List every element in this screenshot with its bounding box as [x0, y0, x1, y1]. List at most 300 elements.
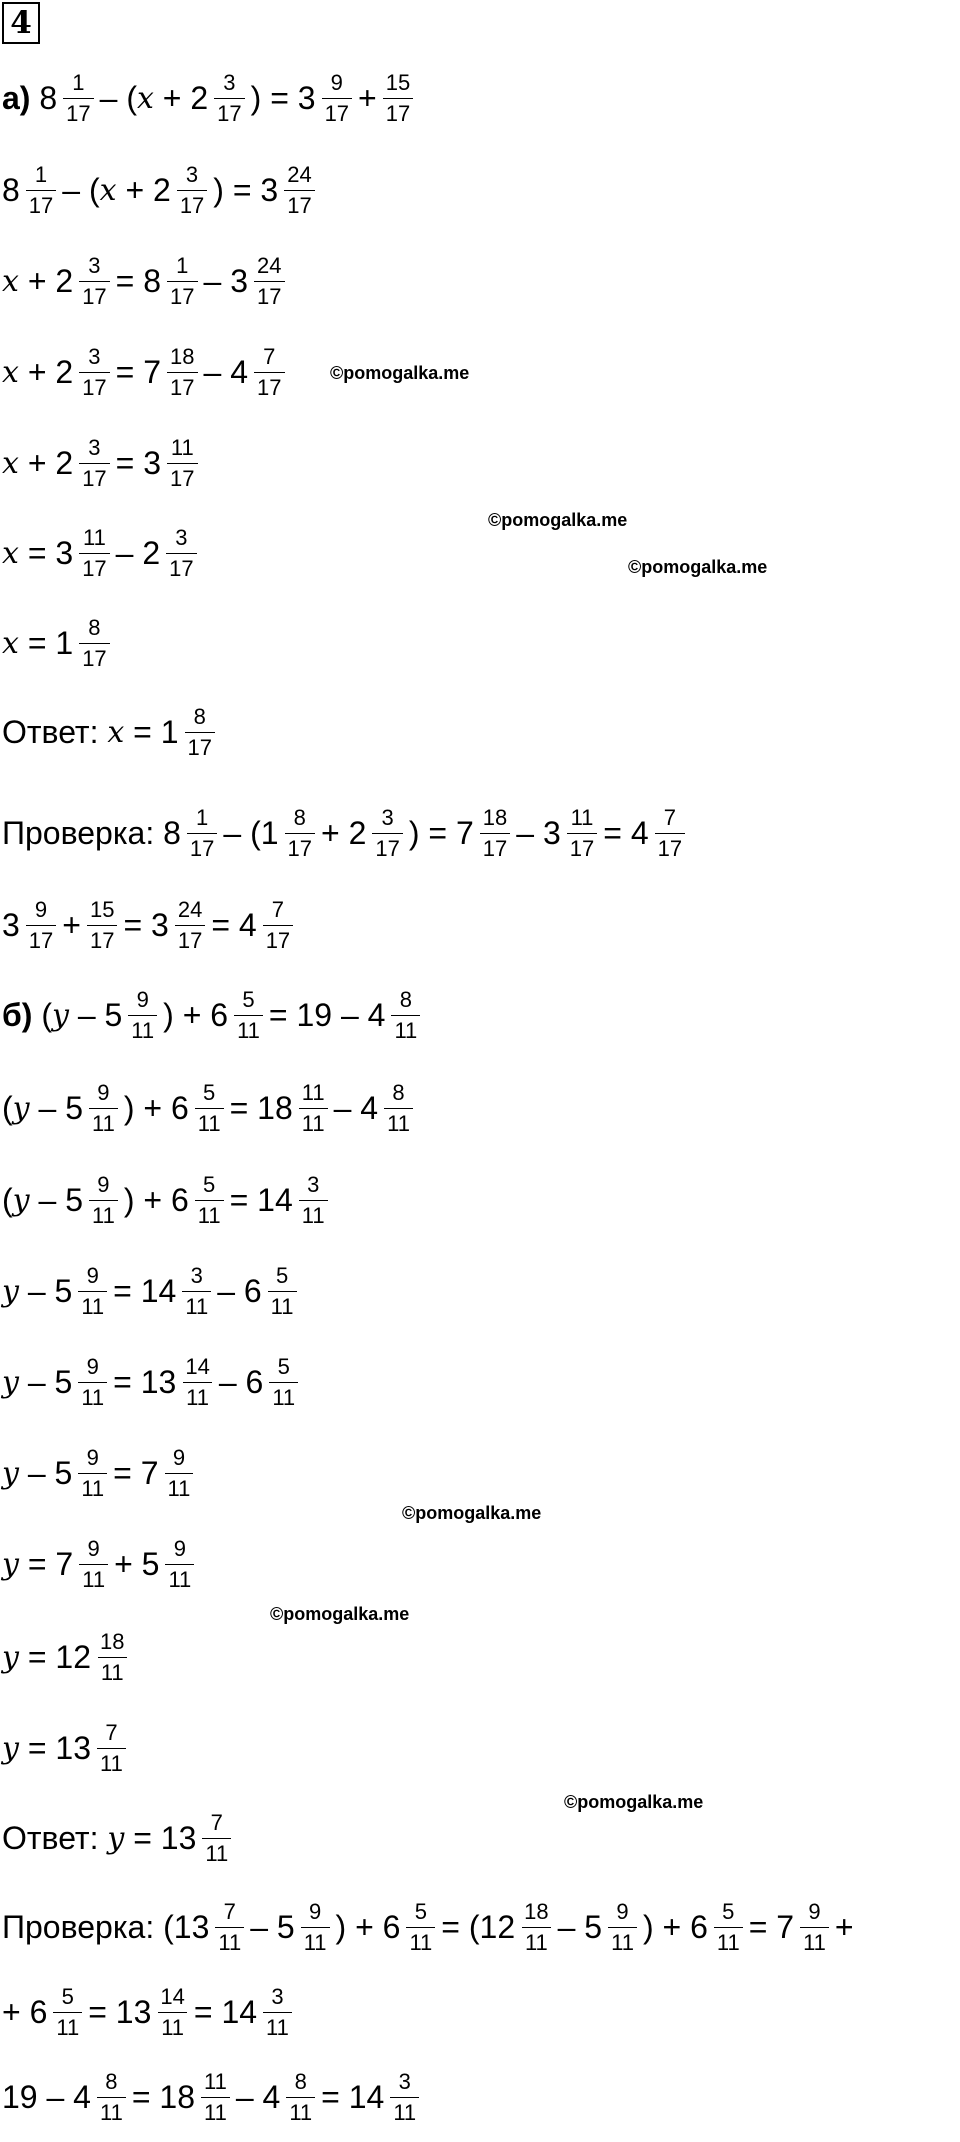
numerator: 11 — [170, 434, 194, 460]
fraction — [182, 1353, 212, 1410]
denominator: 11 — [89, 1200, 118, 1227]
expression-text: – (1 — [223, 814, 279, 851]
equation-line — [2, 1882, 854, 1972]
expression-text: + 2 — [116, 171, 171, 208]
fraction — [79, 524, 109, 581]
numerator: 1 — [176, 252, 189, 278]
denominator: 17 — [79, 553, 109, 580]
numerator: 3 — [88, 434, 101, 460]
fraction — [284, 161, 314, 218]
numerator: 14 — [185, 1353, 210, 1379]
variable: x — [99, 172, 117, 208]
expression-text: = 18 — [229, 1089, 293, 1126]
denominator: 11 — [195, 1108, 224, 1135]
denominator: 11 — [390, 2097, 419, 2124]
fraction — [215, 1898, 244, 1955]
expression-text: = 4 — [211, 906, 257, 943]
watermark: ©pomogalka.me — [402, 1503, 542, 1523]
denominator: 17 — [480, 833, 510, 860]
denominator: 17 — [63, 98, 93, 125]
fraction — [79, 343, 109, 400]
expression-text: ) + 6 — [123, 1089, 189, 1126]
expression-text: + 5 — [114, 1545, 160, 1582]
numerator: 9 — [97, 1079, 110, 1105]
expression-text: – ( — [62, 171, 100, 208]
denominator: 17 — [167, 463, 197, 490]
expression-text: ) + 6 — [163, 996, 229, 1033]
fraction — [79, 1535, 108, 1592]
denominator: 11 — [165, 1564, 194, 1591]
expression-text: – 5 — [29, 1181, 83, 1218]
denominator: 17 — [166, 553, 196, 580]
denominator: 11 — [268, 1291, 297, 1318]
denominator: 17 — [79, 281, 109, 308]
equation-line — [2, 970, 426, 1060]
numerator: 9 — [34, 896, 48, 922]
expression-text: ) + 6 — [123, 1181, 189, 1218]
numerator: 5 — [242, 986, 255, 1012]
numerator: 5 — [722, 1898, 735, 1924]
expression-text: – 5 — [29, 1089, 83, 1126]
fraction — [254, 343, 284, 400]
denominator: 11 — [182, 1291, 211, 1318]
expression-text: + — [834, 1908, 854, 1945]
fraction — [177, 161, 207, 218]
denominator: 11 — [299, 1108, 328, 1135]
denominator: 11 — [201, 2097, 230, 2124]
expression-text: ) + 6 — [642, 1908, 708, 1945]
numerator: 9 — [87, 1535, 100, 1561]
expression-text: ( — [41, 996, 52, 1033]
equation-line — [2, 1428, 199, 1518]
denominator: 11 — [800, 1927, 829, 1954]
fraction — [78, 1262, 107, 1319]
fraction — [390, 2068, 419, 2125]
numerator: 18 — [524, 1898, 549, 1924]
numerator: 3 — [271, 1983, 284, 2009]
denominator: 11 — [158, 2012, 187, 2039]
fraction — [391, 986, 420, 1043]
expression-text: = 7 — [18, 1545, 74, 1582]
numerator: 9 — [616, 1898, 629, 1924]
fraction — [63, 69, 93, 126]
fraction — [285, 804, 315, 861]
numerator: 5 — [61, 1983, 74, 2009]
fraction — [714, 1898, 743, 1955]
equation-line — [2, 1519, 200, 1609]
fraction — [201, 2068, 230, 2125]
denominator: 17 — [254, 372, 284, 399]
expression-text: + 2 — [321, 814, 367, 851]
numerator: 15 — [89, 896, 115, 922]
fraction — [406, 1898, 435, 1955]
numerator: 11 — [203, 2068, 227, 2094]
fraction — [608, 1898, 637, 1955]
denominator: 17 — [372, 833, 402, 860]
expression-text: = 7 — [748, 1908, 795, 1945]
fraction — [214, 69, 244, 126]
watermark: ©pomogalka.me — [270, 1604, 410, 1624]
fraction — [521, 1898, 551, 1955]
expression-text: + — [62, 906, 81, 943]
expression-text: = 1 — [18, 624, 74, 661]
numerator: 9 — [86, 1444, 99, 1470]
expression-text: = 3 — [115, 444, 162, 481]
watermark: ©pomogalka.me — [488, 510, 628, 530]
denominator: 11 — [183, 1382, 212, 1409]
expression-text: 3 — [2, 906, 20, 943]
equation-line — [2, 1063, 419, 1153]
denominator: 17 — [322, 98, 352, 125]
expression-text: + 2 — [153, 79, 209, 116]
denominator: 17 — [87, 925, 117, 952]
fraction — [384, 1079, 413, 1136]
expression-text: – 5 — [18, 1272, 73, 1309]
variable: y — [12, 1182, 30, 1218]
numerator: 9 — [97, 1171, 110, 1197]
fraction — [128, 986, 157, 1043]
numerator: 18 — [170, 343, 195, 369]
fraction — [655, 804, 685, 861]
expression-text: Ответ: — [2, 1819, 108, 1856]
variable: y — [51, 997, 69, 1033]
numerator: 3 — [223, 69, 236, 95]
fraction — [195, 1079, 224, 1136]
expression-text: = 14 — [193, 1993, 258, 2030]
expression-text: = 18 — [131, 2078, 195, 2115]
numerator: 24 — [257, 252, 282, 278]
fraction — [263, 896, 293, 953]
denominator: 11 — [165, 1473, 194, 1500]
fraction — [87, 896, 117, 953]
expression-text: – 5 — [18, 1454, 73, 1491]
expression-text: = 8 — [115, 262, 162, 299]
numerator: 3 — [307, 1171, 320, 1197]
fraction — [26, 896, 56, 953]
numerator: 15 — [385, 69, 411, 95]
equation-line — [2, 788, 691, 878]
expression-text: = 3 — [123, 906, 169, 943]
fraction — [167, 343, 197, 400]
numerator: 11 — [83, 524, 106, 550]
expression-text: 8 — [2, 171, 20, 208]
variable: x — [2, 445, 19, 481]
denominator: 11 — [128, 1015, 157, 1042]
numerator: 8 — [88, 614, 101, 640]
variable: y — [107, 1820, 125, 1856]
fraction — [195, 1171, 224, 1228]
expression-text: = (12 — [441, 1908, 516, 1945]
expression-text: ) = 3 — [213, 171, 279, 208]
denominator: 17 — [383, 98, 413, 125]
numerator: 3 — [398, 2068, 411, 2094]
variable: y — [2, 1273, 19, 1309]
numerator: 9 — [808, 1898, 821, 1924]
expression-text: = 1 — [124, 713, 179, 750]
equation-line — [2, 1793, 237, 1883]
variable: x — [2, 535, 19, 571]
expression-text: – 5 — [68, 996, 123, 1033]
denominator: 11 — [391, 1015, 420, 1042]
expression-text: + 2 — [18, 444, 74, 481]
numerator: 1 — [196, 804, 209, 830]
fraction — [166, 524, 196, 581]
denominator: 11 — [522, 1927, 551, 1954]
watermark: ©pomogalka.me — [564, 1792, 704, 1812]
numerator: 9 — [136, 986, 149, 1012]
numerator: 8 — [193, 703, 206, 729]
numerator: 7 — [210, 1809, 223, 1835]
variable: y — [12, 1090, 30, 1126]
expression-text: + 2 — [18, 353, 74, 390]
expression-text: – 5 — [557, 1908, 603, 1945]
denominator: 17 — [254, 281, 284, 308]
expression-text: ( — [2, 1089, 13, 1126]
denominator: 11 — [202, 1838, 231, 1865]
fraction — [165, 1444, 194, 1501]
numerator: 9 — [86, 1353, 99, 1379]
expression-text: = 14 — [113, 1272, 177, 1309]
denominator: 11 — [89, 1108, 118, 1135]
denominator: 11 — [299, 1200, 328, 1227]
numerator: 8 — [399, 986, 412, 1012]
expression-text: = 7 — [113, 1454, 159, 1491]
equation-line — [2, 53, 419, 143]
denominator: 17 — [567, 833, 597, 860]
fraction — [167, 252, 197, 309]
fraction — [263, 1983, 292, 2040]
fraction — [269, 1353, 298, 1410]
expression-text: – 5 — [250, 1908, 295, 1945]
fraction — [202, 1809, 231, 1866]
denominator: 11 — [384, 1108, 413, 1135]
equation-line — [2, 418, 204, 508]
numerator: 11 — [301, 1079, 325, 1105]
variable: x — [2, 354, 19, 390]
variable: y — [2, 1455, 19, 1491]
equation-line — [2, 1155, 334, 1245]
fraction — [26, 161, 56, 218]
denominator: 17 — [187, 833, 217, 860]
equation-line — [2, 598, 116, 688]
numerator: 5 — [275, 1262, 289, 1288]
numerator: 11 — [570, 804, 594, 830]
variable: x — [136, 80, 154, 116]
numerator: 3 — [185, 161, 199, 187]
numerator: 18 — [482, 804, 508, 830]
denominator: 11 — [234, 1015, 263, 1042]
fraction — [79, 614, 109, 671]
expression-text: ) = 3 — [250, 79, 316, 116]
denominator: 17 — [285, 833, 315, 860]
expression-text: ) + 6 — [335, 1908, 401, 1945]
fraction — [254, 252, 284, 309]
denominator: 11 — [78, 1382, 107, 1409]
equation-line — [2, 1612, 134, 1702]
denominator: 11 — [53, 2012, 82, 2039]
denominator: 11 — [286, 2097, 315, 2124]
watermark: ©pomogalka.me — [628, 557, 768, 577]
expression-text: + 6 — [2, 1993, 48, 2030]
fraction — [97, 1719, 126, 1776]
variable: x — [107, 714, 125, 750]
fraction — [480, 804, 510, 861]
variable: y — [2, 1364, 19, 1400]
numerator: 9 — [86, 1262, 99, 1288]
denominator: 11 — [78, 1291, 107, 1318]
denominator: 11 — [79, 1564, 108, 1591]
denominator: 17 — [214, 98, 244, 125]
denominator: 17 — [167, 281, 197, 308]
equation-line — [2, 327, 291, 417]
numerator: 7 — [223, 1898, 236, 1924]
numerator: 5 — [414, 1898, 427, 1924]
fraction — [383, 69, 413, 126]
expression-text: = 13 — [113, 1363, 177, 1400]
numerator: 8 — [293, 804, 306, 830]
denominator: 11 — [78, 1473, 107, 1500]
fraction — [78, 1444, 107, 1501]
expression-text: Проверка: 8 — [2, 814, 181, 851]
expression-text: – 2 — [115, 534, 161, 571]
fraction — [157, 1983, 187, 2040]
expression-text: = 19 – 4 — [268, 996, 386, 1033]
numerator: 5 — [277, 1353, 290, 1379]
numerator: 1 — [72, 69, 85, 95]
expression-text: = 7 — [115, 353, 162, 390]
numerator: 1 — [34, 161, 48, 187]
denominator: 11 — [263, 2012, 292, 2039]
denominator: 11 — [608, 1927, 637, 1954]
expression-text: – 3 — [203, 262, 249, 299]
fraction — [97, 1628, 127, 1685]
numerator: 14 — [160, 1983, 185, 2009]
fraction — [175, 896, 205, 953]
fraction — [97, 2068, 126, 2125]
fraction — [372, 804, 402, 861]
denominator: 11 — [98, 1657, 127, 1684]
denominator: 17 — [26, 190, 56, 217]
numerator: 7 — [271, 896, 285, 922]
expression-text: = 13 — [124, 1819, 197, 1856]
numerator: 3 — [88, 343, 101, 369]
numerator: 3 — [88, 252, 101, 278]
equation-line — [2, 2052, 425, 2142]
numerator: 7 — [663, 804, 676, 830]
denominator: 17 — [185, 732, 215, 759]
denominator: 11 — [215, 1927, 244, 1954]
problem-number-badge: 4 — [2, 2, 40, 44]
expression-text: Ответ: — [2, 713, 108, 750]
numerator: 9 — [172, 1444, 186, 1470]
numerator: 3 — [175, 524, 188, 550]
equation-line — [2, 145, 321, 235]
fraction — [299, 1171, 328, 1228]
fraction — [53, 1983, 82, 2040]
numerator: 9 — [173, 1535, 186, 1561]
expression-text: – ( — [99, 79, 137, 116]
numerator: 3 — [190, 1262, 203, 1288]
expression-text: Проверка: (13 — [2, 1908, 210, 1945]
numerator: 3 — [381, 804, 394, 830]
denominator: 11 — [97, 1748, 126, 1775]
equation-line — [2, 687, 221, 777]
equation-line — [2, 1337, 304, 1427]
denominator: 11 — [269, 1382, 298, 1409]
denominator: 11 — [97, 2097, 126, 2124]
fraction — [185, 703, 215, 760]
expression-text: 19 – 4 — [2, 2078, 91, 2115]
denominator: 11 — [195, 1200, 224, 1227]
equation-line — [2, 1703, 132, 1793]
expression-text: + 2 — [18, 262, 74, 299]
expression-text: – 4 — [333, 1089, 379, 1126]
variable: y — [2, 1730, 19, 1766]
denominator: 17 — [175, 925, 205, 952]
fraction — [89, 1171, 118, 1228]
fraction — [322, 69, 352, 126]
numerator: 9 — [308, 1898, 322, 1924]
numerator: 9 — [330, 69, 343, 95]
equation-line — [2, 236, 291, 326]
equation-line — [2, 1967, 298, 2057]
expression-text: ( — [2, 1181, 13, 1218]
numerator: 24 — [287, 161, 312, 187]
variable: y — [2, 1639, 19, 1675]
numerator: 24 — [177, 896, 203, 922]
fraction — [234, 986, 263, 1043]
fraction — [79, 434, 109, 491]
expression-text: + — [358, 79, 377, 116]
numerator: 8 — [294, 2068, 307, 2094]
expression-text: = 13 — [18, 1729, 92, 1766]
denominator: 17 — [79, 372, 109, 399]
expression-text: = 3 — [18, 534, 74, 571]
denominator: 11 — [406, 1927, 435, 1954]
fraction — [286, 2068, 315, 2125]
denominator: 17 — [167, 372, 197, 399]
expression-text: – 6 — [218, 1363, 264, 1400]
expression-text: = 14 — [321, 2078, 385, 2115]
numerator: 8 — [105, 2068, 118, 2094]
fraction — [182, 1262, 211, 1319]
fraction — [167, 434, 197, 491]
denominator: 11 — [714, 1927, 743, 1954]
expression-text: – 4 — [235, 2078, 281, 2115]
expression-text: – 6 — [217, 1272, 262, 1309]
denominator: 17 — [284, 190, 314, 217]
numerator: 5 — [203, 1171, 216, 1197]
variable: y — [2, 1546, 19, 1582]
fraction — [567, 804, 597, 861]
fraction — [800, 1898, 829, 1955]
fraction — [89, 1079, 118, 1136]
watermark: ©pomogalka.me — [330, 363, 470, 383]
fraction — [187, 804, 217, 861]
expression-text: ) = 7 — [408, 814, 474, 851]
variable: x — [2, 625, 19, 661]
denominator: 17 — [263, 925, 293, 952]
variable: x — [2, 263, 19, 299]
numerator: 8 — [392, 1079, 405, 1105]
expression-text: – 4 — [203, 353, 249, 390]
numerator: 7 — [105, 1719, 118, 1745]
expression-text: = 14 — [229, 1181, 293, 1218]
expression-text: = 12 — [18, 1638, 92, 1675]
part-label: б) — [2, 996, 42, 1033]
equation-line — [2, 508, 203, 598]
expression-text: – 3 — [516, 814, 561, 851]
